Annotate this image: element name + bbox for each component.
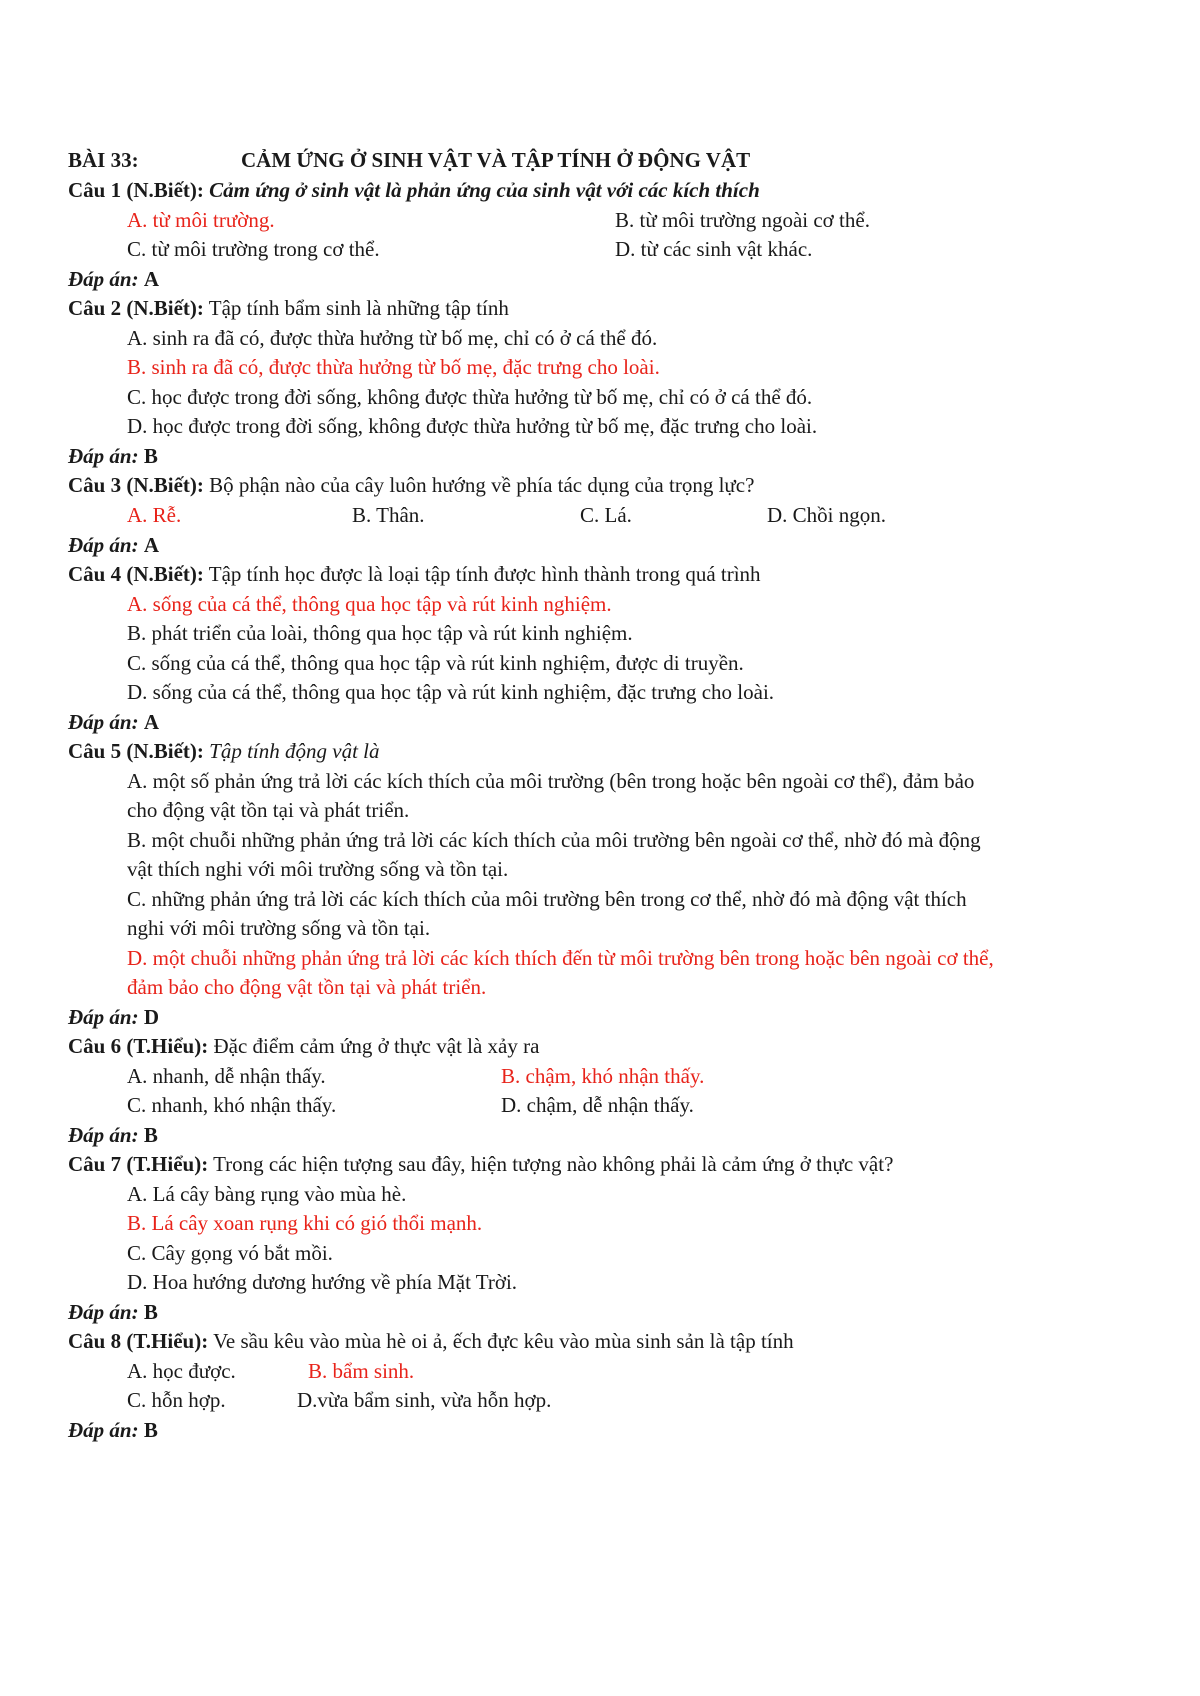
option-d: D. học được trong đời sống, không được thừa hưởng từ bố mẹ, đặc trưng cho loài. — [127, 414, 818, 438]
lesson-label: BÀI 33: — [68, 148, 139, 172]
option-b: B. phát triển của loài, thông qua học tập và rút kinh nghiệm. — [127, 621, 633, 645]
option-b: B. chậm, khó nhận thấy. — [501, 1064, 705, 1088]
question-label: Câu 8 (T.Hiểu): — [68, 1329, 209, 1353]
option-c: C. Cây gọng vó bắt mồi. — [127, 1241, 333, 1265]
answer-value: B — [143, 444, 158, 468]
option-b: B. bẩm sinh. — [308, 1359, 415, 1383]
answer-label: Đáp án: — [68, 1123, 139, 1147]
answer-value: B — [143, 1300, 158, 1324]
option-c: C. từ môi trường trong cơ thể. — [127, 237, 380, 261]
answer-label: Đáp án: — [68, 1300, 139, 1324]
option-c: C. Lá. — [580, 503, 632, 527]
option-b: B. Lá cây xoan rụng khi có gió thổi mạnh. — [127, 1211, 483, 1235]
answer-2 — [68, 443, 158, 469]
question-label: Câu 3 (N.Biết): — [68, 473, 204, 497]
question-stem: Cảm ứng ở sinh vật là phản ứng của sinh vật với các kích thích — [209, 178, 760, 202]
question-stem: Tập tính động vật là — [209, 739, 380, 763]
answer-5 — [68, 1004, 159, 1030]
option-d: D. Hoa hướng dương hướng về phía Mặt Trời. — [127, 1270, 518, 1294]
answer-value: A — [143, 710, 160, 734]
option-a: A. sống của cá thể, thông qua học tập và rút kinh nghiệm. — [127, 592, 612, 616]
option-b-line-1: B. một chuỗi những phản ứng trả lời các kích thích của môi trường bên ngoài cơ thể, nhờ đó mà động — [127, 828, 981, 852]
question-5 — [68, 738, 380, 764]
question-2 — [68, 295, 509, 321]
option-b: B. từ môi trường ngoài cơ thể. — [615, 208, 870, 232]
option-a: A. Lá cây bàng rụng vào mùa hè. — [127, 1182, 407, 1206]
option-d-line-1: D. một chuỗi những phản ứng trả lời các kích thích đến từ môi trường bên trong hoặc bên ngoài cơ thể, — [127, 946, 994, 970]
question-3 — [68, 472, 754, 498]
question-stem: Bộ phận nào của cây luôn hướng về phía tác dụng của trọng lực? — [209, 473, 755, 497]
question-label: Câu 1 (N.Biết): — [68, 178, 204, 202]
question-stem: Tập tính bẩm sinh là những tập tính — [208, 296, 509, 320]
question-label: Câu 6 (T.Hiểu): — [68, 1034, 209, 1058]
question-4 — [68, 561, 761, 587]
answer-8 — [68, 1417, 158, 1443]
answer-value: A — [143, 267, 160, 291]
option-a-line-1: A. một số phản ứng trả lời các kích thích của môi trường (bên trong hoặc bên ngoài cơ thể), đảm bảo — [127, 769, 975, 793]
answer-value: D — [143, 1005, 160, 1029]
question-label: Câu 5 (N.Biết): — [68, 739, 204, 763]
answer-6 — [68, 1122, 158, 1148]
answer-label: Đáp án: — [68, 710, 139, 734]
question-label: Câu 2 (N.Biết): — [68, 296, 204, 320]
answer-label: Đáp án: — [68, 444, 139, 468]
question-8 — [68, 1328, 794, 1354]
option-a-line-2: cho động vật tồn tại và phát triển. — [127, 798, 410, 822]
option-c: C. sống của cá thể, thông qua học tập và rút kinh nghiệm, được di truyền. — [127, 651, 744, 675]
answer-label: Đáp án: — [68, 267, 139, 291]
lesson-title: CẢM ỨNG Ở SINH VẬT VÀ TẬP TÍNH Ở ĐỘNG VẬT — [241, 148, 751, 172]
option-a: A. Rễ. — [127, 503, 182, 527]
option-c-line-2: nghi với môi trường sống và tồn tại. — [127, 916, 431, 940]
option-b: B. Thân. — [352, 503, 425, 527]
option-d: D. từ các sinh vật khác. — [615, 237, 813, 261]
option-a: A. từ môi trường. — [127, 208, 275, 232]
question-1 — [68, 177, 760, 203]
option-a: A. học được. — [127, 1359, 236, 1383]
answer-label: Đáp án: — [68, 533, 139, 557]
option-d: D. chậm, dễ nhận thấy. — [501, 1093, 694, 1117]
option-d-line-2: đảm bảo cho động vật tồn tại và phát triển. — [127, 975, 487, 999]
option-b-line-2: vật thích nghi với môi trường sống và tồn tại. — [127, 857, 509, 881]
question-7 — [68, 1151, 893, 1177]
question-stem: Đặc điểm cảm ứng ở thực vật là xảy ra — [213, 1034, 540, 1058]
answer-7 — [68, 1299, 158, 1325]
option-c: C. học được trong đời sống, không được thừa hưởng từ bố mẹ, chỉ có ở cá thể đó. — [127, 385, 813, 409]
answer-label: Đáp án: — [68, 1418, 139, 1442]
option-d: D. sống của cá thể, thông qua học tập và rút kinh nghiệm, đặc trưng cho loài. — [127, 680, 775, 704]
question-6 — [68, 1033, 539, 1059]
option-c: C. hỗn hợp. — [127, 1388, 226, 1412]
answer-label: Đáp án: — [68, 1005, 139, 1029]
option-d: D. Chồi ngọn. — [767, 503, 887, 527]
question-stem: Ve sầu kêu vào mùa hè oi ả, ếch đực kêu vào mùa sinh sản là tập tính — [213, 1329, 794, 1353]
option-b: B. sinh ra đã có, được thừa hưởng từ bố mẹ, đặc trưng cho loài. — [127, 355, 660, 379]
question-stem: Tập tính học được là loại tập tính được hình thành trong quá trình — [208, 562, 761, 586]
option-c-line-1: C. những phản ứng trả lời các kích thích của môi trường bên trong cơ thể, nhờ đó mà động vật thích — [127, 887, 967, 911]
answer-value: A — [143, 533, 160, 557]
question-label: Câu 4 (N.Biết): — [68, 562, 204, 586]
option-d: D.vừa bẩm sinh, vừa hỗn hợp. — [297, 1388, 552, 1412]
option-a: A. nhanh, dễ nhận thấy. — [127, 1064, 326, 1088]
question-label: Câu 7 (T.Hiểu): — [68, 1152, 209, 1176]
question-stem: Trong các hiện tượng sau đây, hiện tượng nào không phải là cảm ứng ở thực vật? — [213, 1152, 894, 1176]
option-c: C. nhanh, khó nhận thấy. — [127, 1093, 337, 1117]
answer-value: B — [143, 1123, 158, 1147]
answer-value: B — [143, 1418, 158, 1442]
answer-1 — [68, 266, 159, 292]
option-a: A. sinh ra đã có, được thừa hưởng từ bố mẹ, chỉ có ở cá thể đó. — [127, 326, 658, 350]
answer-4 — [68, 709, 159, 735]
answer-3 — [68, 532, 159, 558]
